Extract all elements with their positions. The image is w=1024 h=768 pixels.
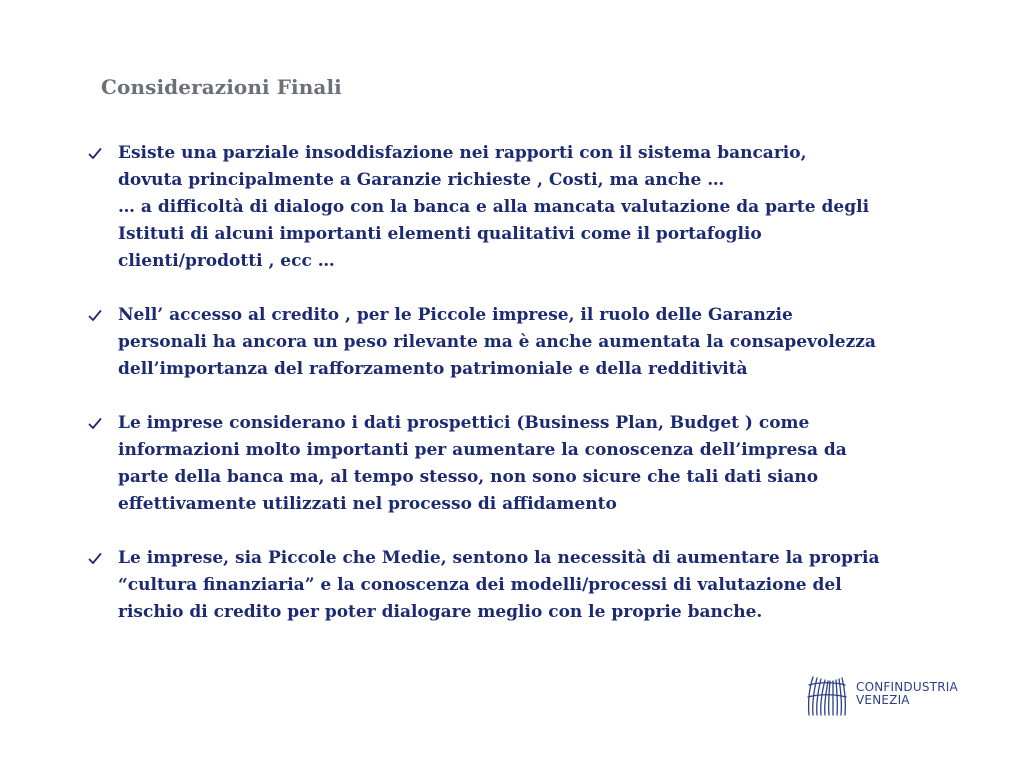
- bullet-item: [88, 410, 948, 518]
- check-icon: [88, 545, 106, 572]
- bullet-text: Le imprese considerano i dati prospettici (Business Plan, Budget ) come informazioni molto importanti per aumentare la conoscenza dell’impresa da parte della banca ma, al tempo stesso, non sono sicure che tali dati siano effettivamente utilizzati nel processo di affidamento: [118, 413, 847, 514]
- check-icon: [88, 140, 106, 167]
- bullet-text: Le imprese, sia Piccole che Medie, sentono la necessità di aumentare la propria “cultura finanziaria” e la conoscenza dei modelli/processi di valutazione del rischio di credito per poter dialogare meglio con le proprie banche.: [118, 548, 880, 622]
- bullet-item: [88, 545, 948, 626]
- confindustria-logo: [804, 673, 976, 717]
- bullet-item: [88, 302, 948, 383]
- logo-text: [856, 681, 958, 707]
- bullet-list: [88, 140, 948, 653]
- check-icon: [88, 410, 106, 437]
- slide-title: Considerazioni Finali: [101, 75, 342, 99]
- bullet-text: Esiste una parziale insoddisfazione nei rapporti con il sistema bancario, dovuta principalmente a Garanzie richieste , Costi, ma anche … … a difficoltà di dialogo con la banca e alla mancata valutazione da parte degli Istituti di alcuni importanti elementi qualitativi come il portafoglio clienti/prodotti , ecc …: [118, 143, 870, 271]
- check-icon: [88, 302, 106, 329]
- logo-line-2: VENEZIA: [856, 693, 910, 707]
- bullet-text: Nell’ accesso al credito , per le Piccole imprese, il ruolo delle Garanzie personali ha ancora un peso rilevante ma è anche aumentata la consapevolezza dell’importanza del rafforzamento patrimoniale e della redditività: [118, 305, 876, 379]
- bullet-item: [88, 140, 948, 275]
- logo-line-1: CONFINDUSTRIA: [856, 680, 958, 694]
- confindustria-mark-icon: [804, 673, 850, 717]
